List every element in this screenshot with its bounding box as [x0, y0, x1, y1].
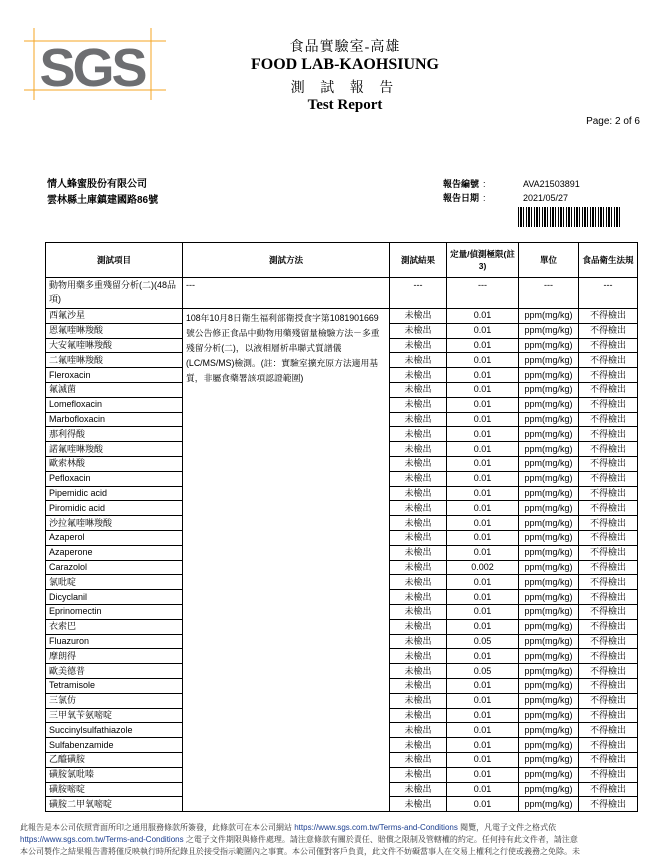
row-standard: 不得檢出	[579, 501, 638, 516]
row-unit: ppm(mg/kg)	[519, 693, 579, 708]
row-standard: 不得檢出	[579, 693, 638, 708]
row-standard: 不得檢出	[579, 678, 638, 693]
row-limit: 0.01	[447, 590, 519, 605]
row-result: 未檢出	[390, 782, 447, 797]
row-unit: ppm(mg/kg)	[519, 575, 579, 590]
row-result: 未檢出	[390, 323, 447, 338]
row-standard: 不得檢出	[579, 427, 638, 442]
row-limit: 0.05	[447, 634, 519, 649]
row-unit: ppm(mg/kg)	[519, 427, 579, 442]
page-number: Page: 2 of 6	[586, 116, 640, 127]
row-standard: 不得檢出	[579, 708, 638, 723]
row-limit: 0.01	[447, 368, 519, 383]
row-unit: ppm(mg/kg)	[519, 323, 579, 338]
row-limit: 0.01	[447, 797, 519, 812]
lab-name-zh: 食品實驗室-高雄	[289, 40, 401, 55]
row-result: 未檢出	[390, 545, 447, 560]
row-limit: 0.01	[447, 397, 519, 412]
row-unit: ppm(mg/kg)	[519, 678, 579, 693]
row-unit: ppm(mg/kg)	[519, 309, 579, 324]
table-header-row	[46, 243, 638, 278]
row-limit: 0.01	[447, 530, 519, 545]
row-standard: 不得檢出	[579, 752, 638, 767]
terms-link[interactable]: https://www.sgs.com.tw/Terms-and-Conditions	[20, 835, 184, 844]
row-standard: 不得檢出	[579, 738, 638, 753]
client-name: 情人蜂蜜股份有限公司	[47, 179, 147, 190]
colon: :	[483, 179, 486, 189]
row-item: Dicyclanil	[46, 590, 183, 605]
report-date-value: 2021/05/27	[523, 193, 569, 203]
row-unit: ppm(mg/kg)	[519, 560, 579, 575]
report-title-zh: 測 試 報 告	[290, 81, 400, 96]
row-limit: 0.01	[447, 309, 519, 324]
row-item: 磺胺氯吡嗪	[46, 767, 183, 782]
row-unit: ppm(mg/kg)	[519, 516, 579, 531]
row-standard: 不得檢出	[579, 397, 638, 412]
row-item: Lomefloxacin	[46, 397, 183, 412]
row-standard: 不得檢出	[579, 634, 638, 649]
row-limit: 0.01	[447, 486, 519, 501]
row-limit: 0.01	[447, 767, 519, 782]
row-unit: ppm(mg/kg)	[519, 382, 579, 397]
row-unit: ppm(mg/kg)	[519, 545, 579, 560]
sgs-logo	[24, 28, 166, 100]
row-standard: 不得檢出	[579, 575, 638, 590]
row-limit: 0.01	[447, 456, 519, 471]
row-item: 西氟沙星	[46, 309, 183, 324]
row-unit: ppm(mg/kg)	[519, 486, 579, 501]
row-standard: 不得檢出	[579, 368, 638, 383]
row-standard: 不得檢出	[579, 664, 638, 679]
row-limit: 0.01	[447, 338, 519, 353]
row-standard: 不得檢出	[579, 471, 638, 486]
row-unit: ppm(mg/kg)	[519, 738, 579, 753]
row-unit: ppm(mg/kg)	[519, 752, 579, 767]
row-limit: 0.01	[447, 708, 519, 723]
terms-link[interactable]: https://www.sgs.com.tw/Terms-and-Conditions	[294, 823, 458, 832]
client-address: 雲林縣土庫鎮建國路86號	[47, 195, 159, 206]
row-standard: 不得檢出	[579, 782, 638, 797]
row-unit: ppm(mg/kg)	[519, 501, 579, 516]
row-item: 歐美德普	[46, 664, 183, 679]
row-unit: ppm(mg/kg)	[519, 782, 579, 797]
footer-text: 此報告是本公司依照背面所印之通用服務條款所簽發，此條款可在本公司網站	[20, 823, 292, 832]
group-standard: ---	[579, 278, 638, 309]
row-limit: 0.01	[447, 604, 519, 619]
row-unit: ppm(mg/kg)	[519, 456, 579, 471]
row-unit: ppm(mg/kg)	[519, 723, 579, 738]
row-result: 未檢出	[390, 338, 447, 353]
results-table	[45, 242, 638, 812]
header-unit: 單位	[519, 243, 579, 278]
row-item: Carazolol	[46, 560, 183, 575]
row-result: 未檢出	[390, 309, 447, 324]
row-item: Marbofloxacin	[46, 412, 183, 427]
row-result: 未檢出	[390, 575, 447, 590]
row-standard: 不得檢出	[579, 530, 638, 545]
row-result: 未檢出	[390, 368, 447, 383]
row-result: 未檢出	[390, 752, 447, 767]
colon: :	[483, 193, 486, 203]
row-item: Sulfabenzamide	[46, 738, 183, 753]
row-standard: 不得檢出	[579, 309, 638, 324]
row-standard: 不得檢出	[579, 412, 638, 427]
row-result: 未檢出	[390, 738, 447, 753]
report-no-value: AVA21503891	[523, 179, 580, 189]
row-unit: ppm(mg/kg)	[519, 338, 579, 353]
row-standard: 不得檢出	[579, 649, 638, 664]
row-standard: 不得檢出	[579, 338, 638, 353]
header-limit: 定量/偵測極限(註3)	[447, 243, 519, 278]
row-result: 未檢出	[390, 456, 447, 471]
row-item: 衣索巴	[46, 619, 183, 634]
row-standard: 不得檢出	[579, 619, 638, 634]
row-result: 未檢出	[390, 427, 447, 442]
row-standard: 不得檢出	[579, 590, 638, 605]
row-result: 未檢出	[390, 708, 447, 723]
row-unit: ppm(mg/kg)	[519, 634, 579, 649]
row-unit: ppm(mg/kg)	[519, 368, 579, 383]
client-block	[47, 177, 158, 209]
row-result: 未檢出	[390, 530, 447, 545]
row-item: 氯吡啶	[46, 575, 183, 590]
row-standard: 不得檢出	[579, 486, 638, 501]
row-standard: 不得檢出	[579, 604, 638, 619]
group-item: 動物用藥多重殘留分析(二)(48品項)	[46, 278, 183, 309]
row-result: 未檢出	[390, 767, 447, 782]
row-standard: 不得檢出	[579, 456, 638, 471]
row-unit: ppm(mg/kg)	[519, 442, 579, 457]
row-item: 沙拉氟喹啉羧酸	[46, 516, 183, 531]
row-result: 未檢出	[390, 634, 447, 649]
row-item: Pefloxacin	[46, 471, 183, 486]
row-item: Azaperol	[46, 530, 183, 545]
row-standard: 不得檢出	[579, 723, 638, 738]
report-no-label: 報告編號	[443, 179, 480, 189]
row-limit: 0.01	[447, 442, 519, 457]
row-limit: 0.01	[447, 619, 519, 634]
row-item: 乙醯磺胺	[46, 752, 183, 767]
row-unit: ppm(mg/kg)	[519, 708, 579, 723]
row-result: 未檢出	[390, 501, 447, 516]
footer-text: 之電子文件期限與條件處理。請注意條款有關於責任、賠償之限制及管轄權的約定。任何持有此文件者，請注意	[185, 835, 578, 844]
row-unit: ppm(mg/kg)	[519, 619, 579, 634]
footer-text: 本公司製作之結果報告書將僅反映執行時所紀錄且於接受指示範圍內之事實。本公司僅對客戶負責，此文件不妨礙當事人在交易上權利之行使或義務之免除。未	[20, 847, 580, 856]
row-limit: 0.002	[447, 560, 519, 575]
header-result: 測試結果	[390, 243, 447, 278]
row-standard: 不得檢出	[579, 516, 638, 531]
method-description: 108年10月8日衛生福利部衛授食字第1081901669號公告修正食品中動物用藥殘留量檢驗方法－多重殘留分析(二)，以液相層析串聯式質譜儀(LC/MS/MS)檢測。(註：實驗室擴充原方法適用基質，非屬食藥署該項認證範圍)	[183, 309, 390, 812]
row-item: 三甲氧苄氨嘧啶	[46, 708, 183, 723]
group-result: ---	[390, 278, 447, 309]
row-standard: 不得檢出	[579, 442, 638, 457]
row-limit: 0.01	[447, 649, 519, 664]
row-unit: ppm(mg/kg)	[519, 649, 579, 664]
row-item: 氟滅菌	[46, 382, 183, 397]
row-limit: 0.01	[447, 575, 519, 590]
row-item: 大安氟喹啉羧酸	[46, 338, 183, 353]
footer-text: 閱覽，凡電子文件之格式依	[460, 823, 557, 832]
row-result: 未檢出	[390, 353, 447, 368]
row-result: 未檢出	[390, 590, 447, 605]
row-item: Succinylsulfathiazole	[46, 723, 183, 738]
report-date-label: 報告日期	[443, 193, 480, 203]
header-standard: 食品衛生法規	[579, 243, 638, 278]
row-standard: 不得檢出	[579, 382, 638, 397]
group-unit: ---	[519, 278, 579, 309]
row-limit: 0.01	[447, 516, 519, 531]
row-limit: 0.01	[447, 412, 519, 427]
row-standard: 不得檢出	[579, 323, 638, 338]
row-unit: ppm(mg/kg)	[519, 590, 579, 605]
row-standard: 不得檢出	[579, 797, 638, 812]
row-item: 磺胺二甲氧嘧啶	[46, 797, 183, 812]
report-title-en: Test Report	[307, 97, 383, 113]
footer-terms	[20, 822, 650, 858]
row-item: Fleroxacin	[46, 368, 183, 383]
row-limit: 0.01	[447, 501, 519, 516]
table-row	[46, 309, 638, 324]
row-result: 未檢出	[390, 604, 447, 619]
row-item: 恩氟喹啉羧酸	[46, 323, 183, 338]
group-row	[46, 278, 638, 309]
barcode	[518, 207, 620, 227]
row-item: Tetramisole	[46, 678, 183, 693]
row-result: 未檢出	[390, 797, 447, 812]
row-result: 未檢出	[390, 649, 447, 664]
row-standard: 不得檢出	[579, 545, 638, 560]
row-limit: 0.01	[447, 752, 519, 767]
row-result: 未檢出	[390, 397, 447, 412]
row-result: 未檢出	[390, 412, 447, 427]
row-limit: 0.05	[447, 664, 519, 679]
row-item: Azaperone	[46, 545, 183, 560]
row-limit: 0.01	[447, 471, 519, 486]
row-item: Fluazuron	[46, 634, 183, 649]
group-limit: ---	[447, 278, 519, 309]
row-result: 未檢出	[390, 516, 447, 531]
row-item: 三氯仿	[46, 693, 183, 708]
row-item: Eprinomectin	[46, 604, 183, 619]
row-result: 未檢出	[390, 442, 447, 457]
row-item: 那利得酸	[46, 427, 183, 442]
row-item: 摩朗得	[46, 649, 183, 664]
row-limit: 0.01	[447, 678, 519, 693]
row-item: 諾氟喹啉羧酸	[46, 442, 183, 457]
row-unit: ppm(mg/kg)	[519, 767, 579, 782]
row-limit: 0.01	[447, 353, 519, 368]
row-result: 未檢出	[390, 723, 447, 738]
row-result: 未檢出	[390, 560, 447, 575]
header-item: 測試項目	[46, 243, 183, 278]
row-result: 未檢出	[390, 382, 447, 397]
row-limit: 0.01	[447, 427, 519, 442]
row-result: 未檢出	[390, 664, 447, 679]
row-unit: ppm(mg/kg)	[519, 412, 579, 427]
row-unit: ppm(mg/kg)	[519, 471, 579, 486]
row-result: 未檢出	[390, 678, 447, 693]
row-result: 未檢出	[390, 693, 447, 708]
row-result: 未檢出	[390, 619, 447, 634]
header-method: 測試方法	[183, 243, 390, 278]
row-limit: 0.01	[447, 323, 519, 338]
row-item: 磺胺嘧啶	[46, 782, 183, 797]
row-limit: 0.01	[447, 738, 519, 753]
row-unit: ppm(mg/kg)	[519, 353, 579, 368]
row-limit: 0.01	[447, 723, 519, 738]
svg-text:SGS: SGS	[39, 38, 145, 98]
row-standard: 不得檢出	[579, 560, 638, 575]
row-unit: ppm(mg/kg)	[519, 664, 579, 679]
lab-name-en: FOOD LAB-KAOHSIUNG	[250, 56, 439, 73]
row-item: Pipemidic acid	[46, 486, 183, 501]
row-limit: 0.01	[447, 382, 519, 397]
row-standard: 不得檢出	[579, 353, 638, 368]
row-unit: ppm(mg/kg)	[519, 604, 579, 619]
row-unit: ppm(mg/kg)	[519, 397, 579, 412]
row-unit: ppm(mg/kg)	[519, 797, 579, 812]
row-item: 歐索林酸	[46, 456, 183, 471]
row-unit: ppm(mg/kg)	[519, 530, 579, 545]
row-limit: 0.01	[447, 545, 519, 560]
row-item: Piromidic acid	[46, 501, 183, 516]
row-result: 未檢出	[390, 486, 447, 501]
row-item: 二氟喹啉羧酸	[46, 353, 183, 368]
row-limit: 0.01	[447, 693, 519, 708]
group-method: ---	[183, 278, 390, 309]
row-result: 未檢出	[390, 471, 447, 486]
report-meta	[443, 177, 580, 205]
row-standard: 不得檢出	[579, 767, 638, 782]
row-limit: 0.01	[447, 782, 519, 797]
